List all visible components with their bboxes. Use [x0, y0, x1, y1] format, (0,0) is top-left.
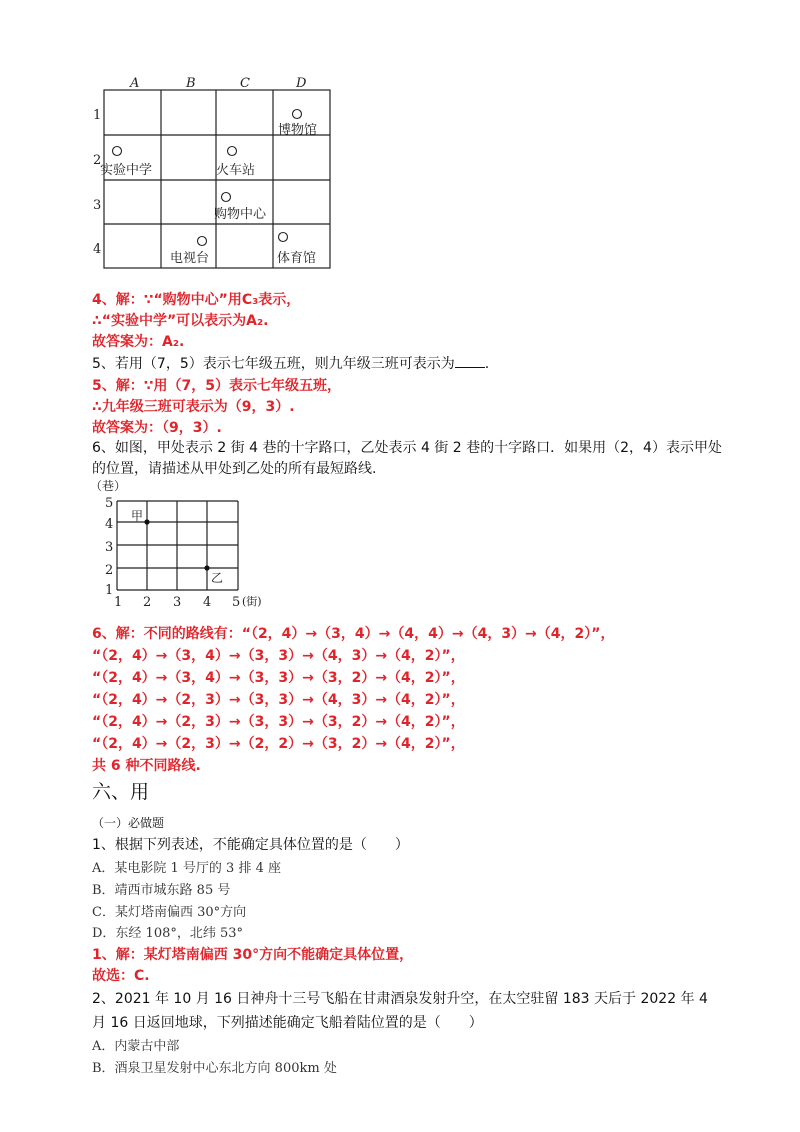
grid-row-label-2: 2: [93, 153, 102, 168]
point-yi-label: 乙: [211, 571, 224, 585]
mall-marker: [222, 193, 231, 202]
q4-solution-line-1: 4、解：∵“购物中心”用C₃表示，: [92, 292, 301, 308]
street-grid-figure: [90, 476, 320, 612]
location-grid-figure: [90, 76, 335, 276]
place-label-stadium: 体育馆: [277, 251, 317, 266]
x-tick-4: 4: [203, 595, 212, 610]
q6-solution-line-5: “（2，4）→（2，3）→（3，3）→（3，2）→（4，2）”，: [92, 714, 465, 730]
museum-marker: [293, 110, 302, 119]
x-tick-5: 5: [232, 595, 241, 610]
mc1-option-a: A．某电影院 1 号厅的 3 排 4 座: [92, 861, 281, 876]
grid-col-label-b: B: [186, 76, 196, 91]
mc1-solution-line-2: 故选：C.: [92, 968, 150, 984]
y-tick-3: 3: [105, 540, 114, 555]
x-tick-3: 3: [173, 595, 182, 610]
answer-blank: [455, 355, 485, 368]
y-tick-2: 2: [105, 563, 114, 578]
grid-row-label-4: 4: [93, 242, 102, 257]
mc2-option-b: B．酒泉卫星发射中心东北方向 800km 处: [92, 1061, 337, 1076]
q5-solution-line-3: 故答案为：（9，3）.: [92, 420, 222, 436]
place-label-mall: 购物中心: [214, 207, 267, 222]
q5-text: 5、若用（7，5）表示七年级五班，则九年级三班可表示为: [92, 356, 455, 372]
section-subtitle: （一）必做题: [92, 816, 165, 830]
q4-solution-line-3: 故答案为：A₂.: [92, 334, 185, 350]
q5-solution-line-1: 5、解：∵用（7，5）表示七年级五班，: [92, 378, 341, 394]
point-jia-label: 甲: [131, 509, 144, 523]
q6-solution-line-2: “（2，4）→（3，4）→（3，3）→（4，3）→（4，2）”，: [92, 648, 465, 664]
mc2-option-a: A．内蒙古中部: [92, 1039, 180, 1054]
mc2-stem-line-2: 月 16 日返回地球，下列描述能确定飞船着陆位置的是（ ）: [92, 1015, 483, 1031]
q6-question-line-2: 的位置，请描述从甲处到乙处的所有最短路线.: [92, 461, 377, 477]
mc1-stem: 1、根据下列表述，不能确定具体位置的是（ ）: [92, 837, 409, 853]
y-axis-label: （巷）: [90, 479, 127, 493]
q5-question: [92, 355, 489, 373]
q6-solution-line-4: “（2，4）→（2，3）→（3，3）→（4，3）→（4，2）”，: [92, 692, 465, 708]
q5-text-end: .: [484, 356, 490, 372]
q6-solution-line-6: “（2，4）→（2，3）→（2，2）→（3，2）→（4，2）”，: [92, 736, 465, 752]
point-jia: [144, 519, 149, 524]
q4-solution-line-2: ∴“实验中学”可以表示为A₂.: [92, 313, 269, 329]
mc2-stem-line-1: 2、2021 年 10 月 16 日神舟十三号飞船在甘肃酒泉发射升空，在太空驻留 183 天后于 2022 年 4: [92, 991, 708, 1007]
place-label-school: 实验中学: [100, 163, 153, 178]
x-tick-1: 1: [114, 595, 123, 610]
q5-solution-line-2: ∴九年级三班可表示为（9，3）.: [92, 399, 295, 415]
y-tick-5: 5: [105, 496, 114, 511]
station-marker: [228, 147, 237, 156]
q6-solution-line-3: “（2，4）→（3，4）→（3，3）→（3，2）→（4，2）”，: [92, 670, 465, 686]
point-yi: [204, 565, 209, 570]
grid-col-label-c: C: [240, 76, 250, 91]
mc1-option-b: B．靖西市城东路 85 号: [92, 883, 231, 898]
y-tick-1: 1: [105, 583, 114, 598]
grid-row-label-3: 3: [93, 198, 102, 213]
section-title: 六、用: [92, 781, 150, 803]
mc1-solution-line-1: 1、解：某灯塔南偏西 30°方向不能确定具体位置，: [92, 947, 414, 963]
grid-col-label-d: D: [296, 76, 307, 91]
place-label-station: 火车站: [216, 163, 256, 178]
x-axis-label: (街): [242, 595, 262, 608]
q6-solution-line-1: 6、解：不同的路线有：“（2，4）→（3，4）→（4，4）→（4，3）→（4，2）”，: [92, 626, 615, 642]
q6-question-line-1: 6、如图，甲处表示 2 街 4 巷的十字路口，乙处表示 4 街 2 巷的十字路口．如果用（2，4）表示甲处: [92, 440, 722, 456]
q6-solution-summary: 共 6 种不同路线.: [92, 758, 201, 774]
school-marker: [113, 147, 122, 156]
stadium-marker: [279, 233, 288, 242]
mc1-option-d: D．东经 108°，北纬 53°: [92, 926, 244, 941]
y-tick-4: 4: [105, 517, 114, 532]
mc1-option-c: C．某灯塔南偏西 30°方向: [92, 905, 247, 920]
grid-row-label-1: 1: [93, 108, 102, 123]
x-tick-2: 2: [143, 595, 152, 610]
place-label-tv: 电视台: [170, 251, 210, 266]
tv-station-marker: [198, 237, 207, 246]
place-label-museum: 博物馆: [278, 123, 318, 138]
grid-col-label-a: A: [130, 76, 140, 91]
